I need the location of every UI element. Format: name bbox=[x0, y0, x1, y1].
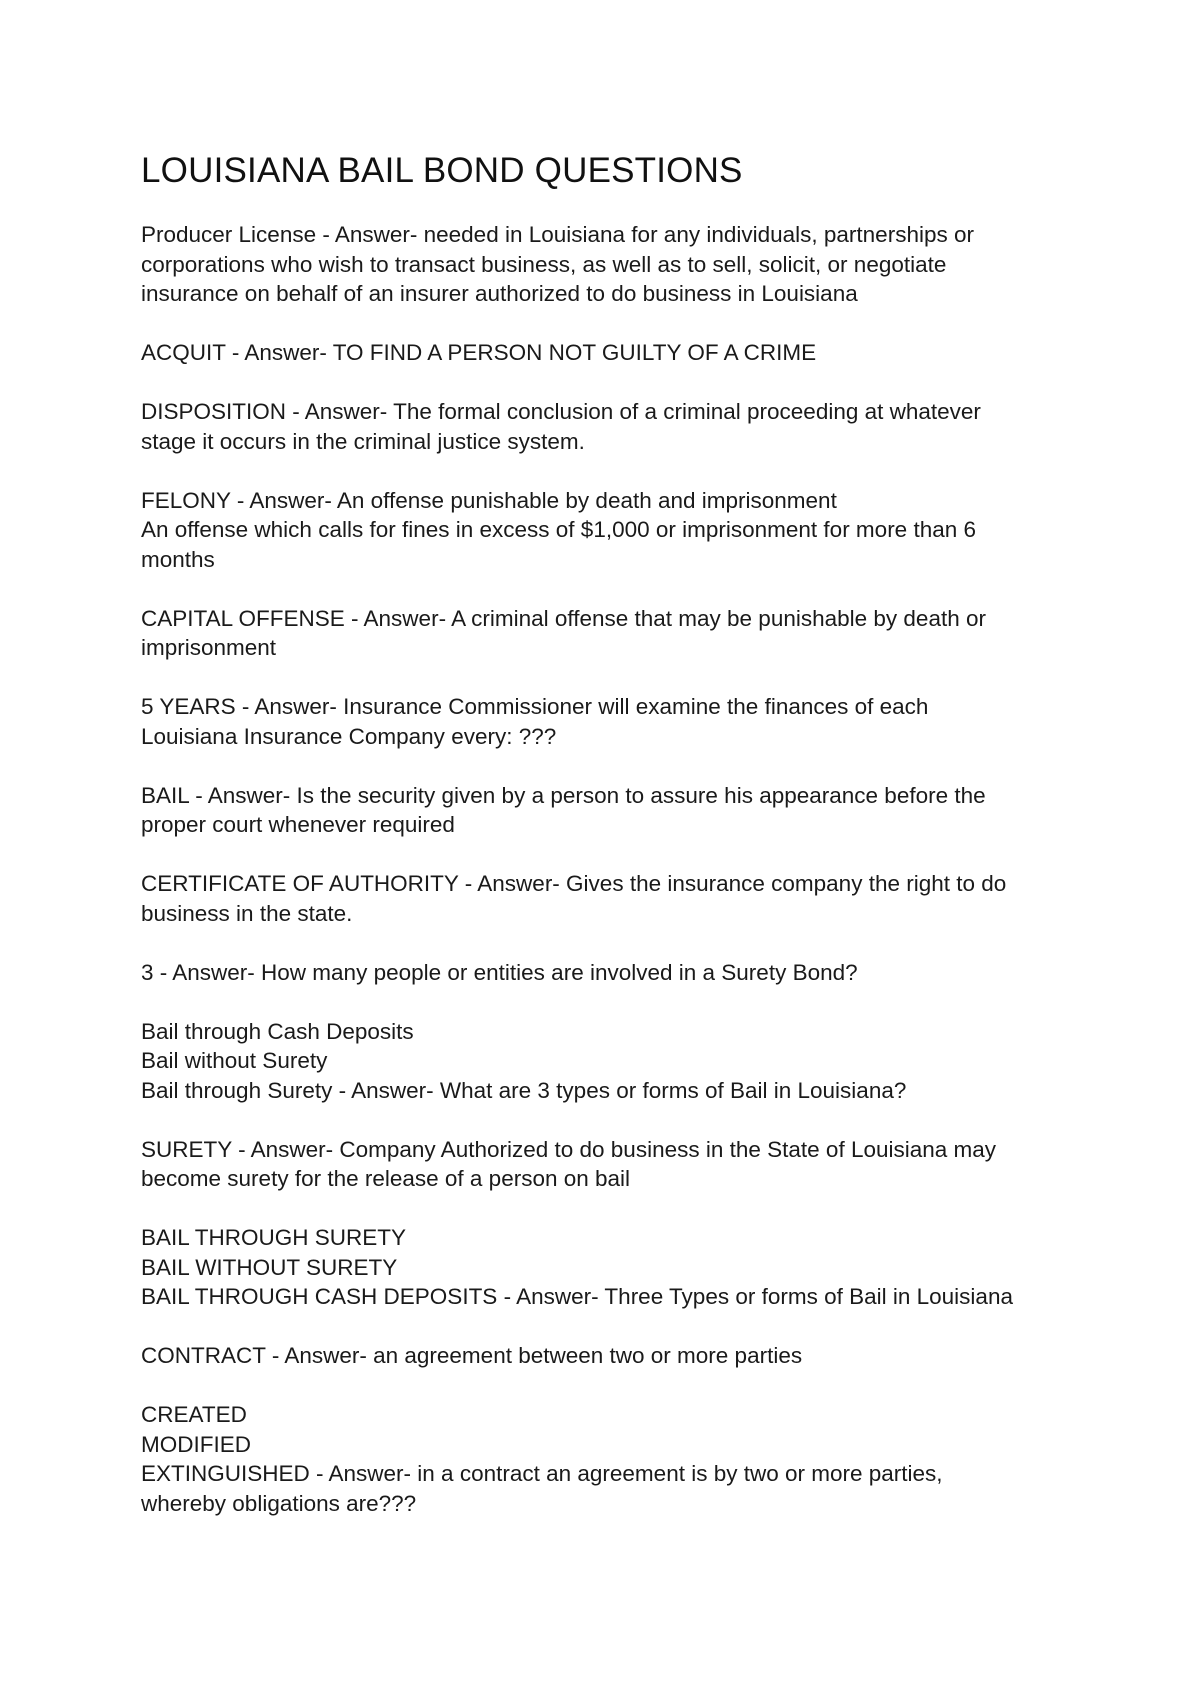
qa-item bbox=[141, 338, 1081, 368]
qa-line: Bail through Cash Deposits bbox=[141, 1018, 414, 1044]
qa-line: months bbox=[141, 546, 215, 572]
qa-item bbox=[141, 1400, 1081, 1518]
qa-line: An offense which calls for fines in excess of $1,000 or imprisonment for more than 6 bbox=[141, 517, 977, 542]
qa-item bbox=[141, 781, 1081, 840]
qa-line: insurance on behalf of an insurer authorized to do business in Louisiana bbox=[141, 281, 858, 306]
qa-line: proper court whenever required bbox=[141, 812, 455, 837]
qa-line: Bail through Surety - Answer- What are 3 types or forms of Bail in Louisiana? bbox=[141, 1077, 907, 1103]
qa-line: BAIL THROUGH SURETY bbox=[141, 1225, 407, 1250]
qa-line: ACQUIT - Answer- TO FIND A PERSON NOT GUILTY OF A CRIME bbox=[141, 340, 817, 365]
qa-list bbox=[141, 220, 1081, 1518]
qa-line: business in the state. bbox=[141, 900, 353, 926]
qa-line: whereby obligations are??? bbox=[141, 1490, 417, 1516]
qa-line: MODIFIED bbox=[141, 1431, 251, 1457]
qa-item bbox=[141, 1017, 1081, 1106]
qa-line: become surety for the release of a person on bail bbox=[141, 1166, 631, 1191]
qa-item bbox=[141, 486, 1081, 575]
qa-item bbox=[141, 692, 1081, 751]
qa-line: FELONY - Answer- An offense punishable by death and imprisonment bbox=[141, 487, 837, 513]
qa-item bbox=[141, 869, 1081, 928]
document-content bbox=[141, 150, 1081, 1548]
qa-line: EXTINGUISHED - Answer- in a contract an agreement is by two or more parties, bbox=[141, 1461, 943, 1486]
qa-line: Producer License - Answer- needed in Louisiana for any individuals, partnerships or bbox=[141, 222, 974, 247]
qa-line: stage it occurs in the criminal justice system. bbox=[141, 428, 585, 454]
qa-line: DISPOSITION - Answer- The formal conclusion of a criminal proceeding at whatever bbox=[141, 399, 981, 424]
qa-line: CERTIFICATE OF AUTHORITY - Answer- Gives the insurance company the right to do bbox=[141, 871, 1007, 896]
qa-line: SURETY - Answer- Company Authorized to do business in the State of Louisiana may bbox=[141, 1136, 997, 1162]
qa-item bbox=[141, 958, 1081, 988]
qa-line: CAPITAL OFFENSE - Answer- A criminal offense that may be punishable by death or bbox=[141, 605, 986, 631]
qa-item bbox=[141, 604, 1081, 663]
qa-line: CONTRACT - Answer- an agreement between two or more parties bbox=[141, 1343, 803, 1368]
qa-item bbox=[141, 220, 1081, 309]
qa-line: imprisonment bbox=[141, 635, 277, 660]
qa-line: BAIL - Answer- Is the security given by a person to assure his appearance before the bbox=[141, 782, 986, 808]
qa-line: Bail without Surety bbox=[141, 1048, 328, 1073]
qa-line: Louisiana Insurance Company every: ??? bbox=[141, 723, 557, 749]
qa-line: BAIL WITHOUT SURETY bbox=[141, 1254, 398, 1280]
qa-line: BAIL THROUGH CASH DEPOSITS - Answer- Three Types or forms of Bail in Louisiana bbox=[141, 1284, 1013, 1309]
qa-line: 3 - Answer- How many people or entities are involved in a Surety Bond? bbox=[141, 959, 858, 985]
qa-line: corporations who wish to transact business, as well as to sell, solicit, or negotiate bbox=[141, 251, 947, 277]
document-title: LOUISIANA BAIL BOND QUESTIONS bbox=[141, 151, 743, 190]
qa-item bbox=[141, 1135, 1081, 1194]
qa-item bbox=[141, 1341, 1081, 1371]
qa-line: CREATED bbox=[141, 1402, 247, 1427]
qa-item bbox=[141, 397, 1081, 456]
qa-line: 5 YEARS - Answer- Insurance Commissioner will examine the finances of each bbox=[141, 694, 929, 719]
qa-item bbox=[141, 1223, 1081, 1312]
